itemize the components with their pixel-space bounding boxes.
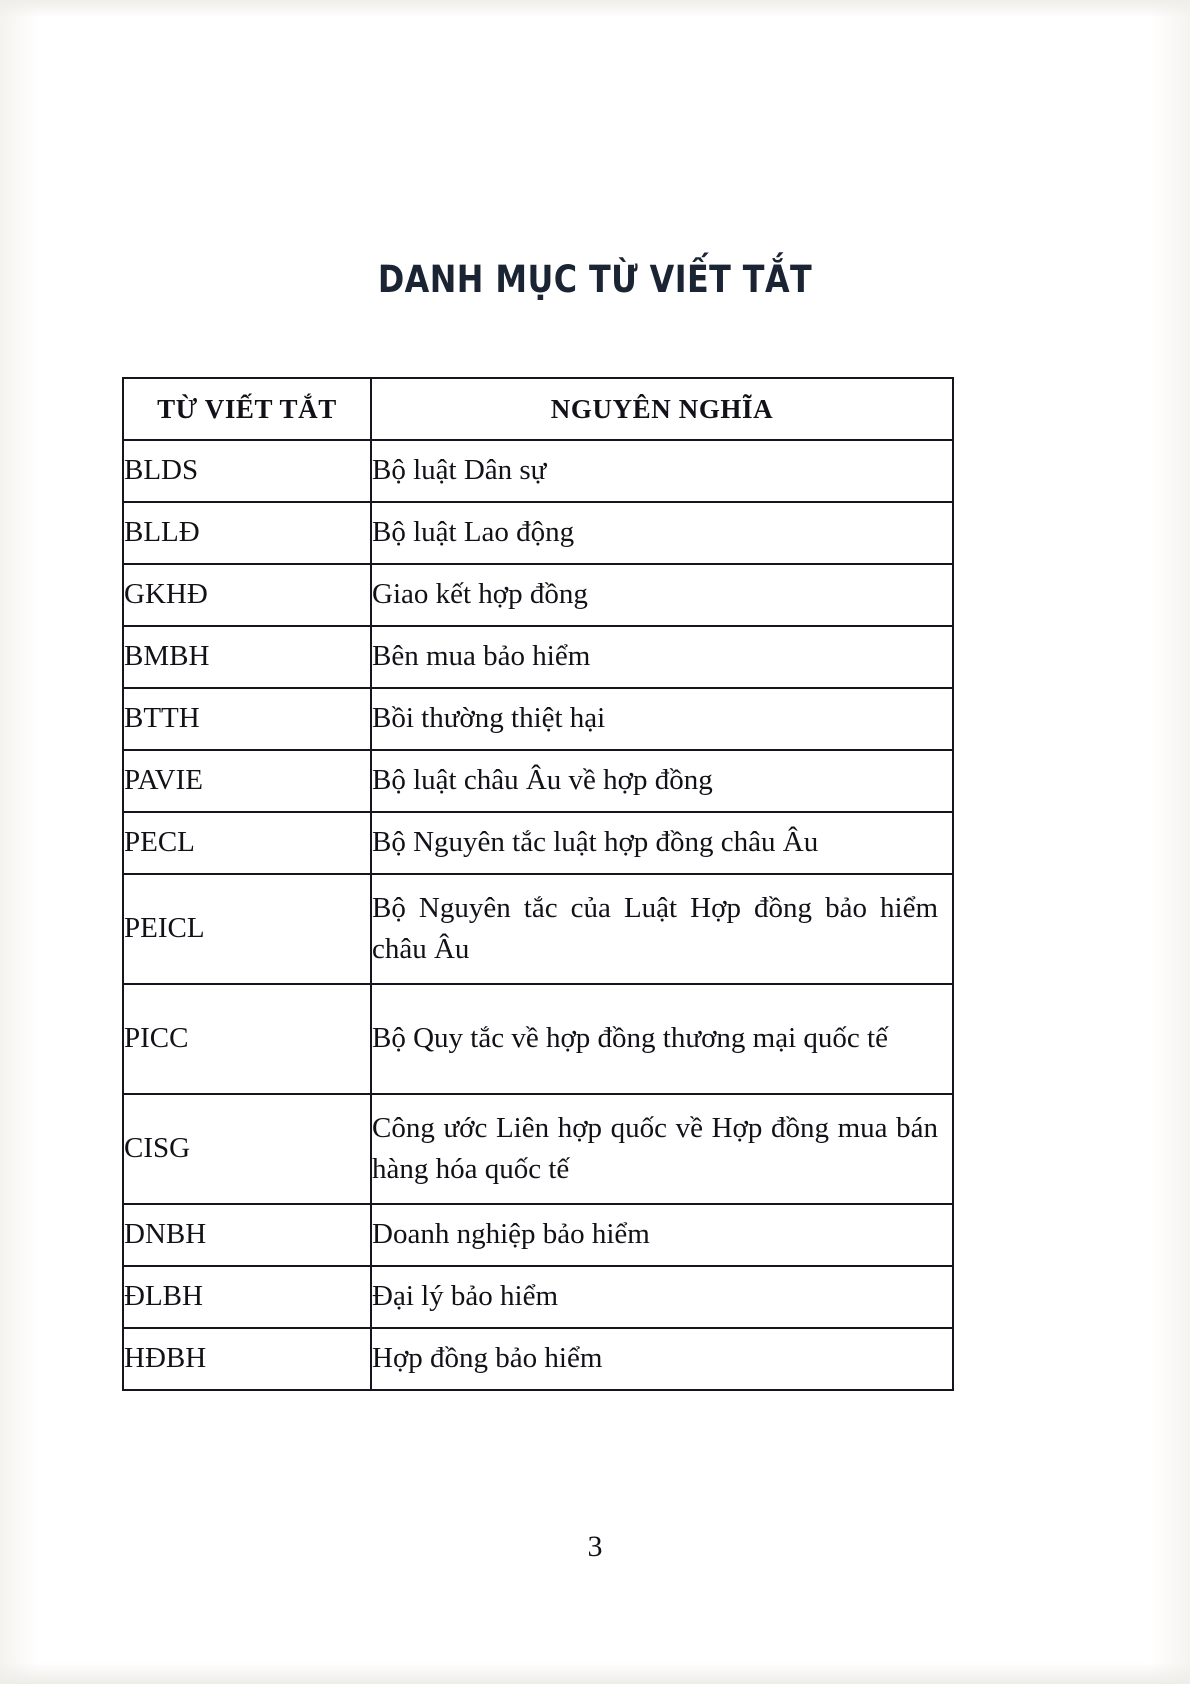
table-row xyxy=(123,1094,953,1204)
table-row xyxy=(123,502,953,564)
column-header-meaning: NGUYÊN NGHĨA xyxy=(371,378,953,440)
table-row xyxy=(123,984,953,1094)
table-header xyxy=(123,378,953,440)
cell-abbreviation: BMBH xyxy=(123,626,371,688)
cell-abbreviation: PEICL xyxy=(123,874,371,984)
cell-abbreviation: DNBH xyxy=(123,1204,371,1266)
page-title: DANH MỤC TỪ VIẾT TẮT xyxy=(377,258,813,301)
cell-meaning: Doanh nghiệp bảo hiểm xyxy=(371,1204,953,1266)
cell-meaning: Bên mua bảo hiểm xyxy=(371,626,953,688)
table-row xyxy=(123,750,953,812)
cell-meaning: Bộ luật châu Âu về hợp đồng xyxy=(371,750,953,812)
table-row xyxy=(123,1266,953,1328)
cell-abbreviation: PICC xyxy=(123,984,371,1094)
cell-meaning: Bộ Nguyên tắc của Luật Hợp đồng bảo hiểm châu Âu xyxy=(371,874,953,984)
cell-abbreviation: BLDS xyxy=(123,440,371,502)
cell-abbreviation: CISG xyxy=(123,1094,371,1204)
table-row xyxy=(123,812,953,874)
cell-abbreviation: ĐLBH xyxy=(123,1266,371,1328)
table-row xyxy=(123,688,953,750)
table-row xyxy=(123,440,953,502)
table-row xyxy=(123,1328,953,1390)
table-body xyxy=(123,440,953,1390)
table-row xyxy=(123,564,953,626)
table-row xyxy=(123,1204,953,1266)
cell-abbreviation: PECL xyxy=(123,812,371,874)
column-header-abbreviation: TỪ VIẾT TẮT xyxy=(123,378,371,440)
cell-meaning: Bộ luật Dân sự xyxy=(371,440,953,502)
cell-meaning: Công ước Liên hợp quốc về Hợp đồng mua bán hàng hóa quốc tế xyxy=(371,1094,953,1204)
cell-abbreviation: BTTH xyxy=(123,688,371,750)
cell-meaning: Bộ Quy tắc về hợp đồng thương mại quốc tế xyxy=(371,984,953,1094)
cell-meaning: Bồi thường thiệt hại xyxy=(371,688,953,750)
cell-abbreviation: HĐBH xyxy=(123,1328,371,1390)
scan-edge-bottom xyxy=(0,1662,1190,1684)
table-row xyxy=(123,874,953,984)
cell-meaning: Đại lý bảo hiểm xyxy=(371,1266,953,1328)
cell-abbreviation: PAVIE xyxy=(123,750,371,812)
cell-meaning: Giao kết hợp đồng xyxy=(371,564,953,626)
table-header-row xyxy=(123,378,953,440)
cell-abbreviation: GKHĐ xyxy=(123,564,371,626)
cell-meaning: Bộ Nguyên tắc luật hợp đồng châu Âu xyxy=(371,812,953,874)
abbreviation-table xyxy=(122,377,954,1391)
table-row xyxy=(123,626,953,688)
scan-edge-top xyxy=(0,0,1190,18)
cell-abbreviation: BLLĐ xyxy=(123,502,371,564)
cell-meaning: Bộ luật Lao động xyxy=(371,502,953,564)
page-number: 3 xyxy=(587,1530,603,1563)
cell-meaning: Hợp đồng bảo hiểm xyxy=(371,1328,953,1390)
